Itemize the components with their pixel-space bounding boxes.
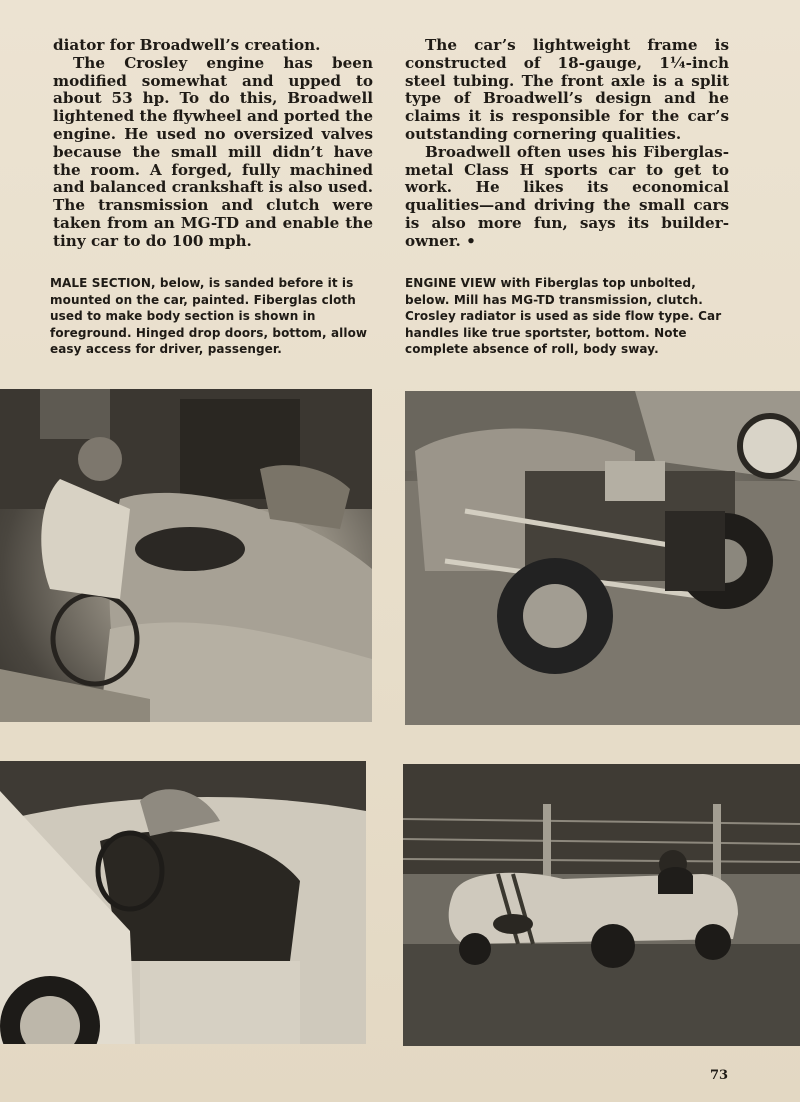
photo-drop-doors	[0, 761, 366, 1044]
article-column-left	[53, 37, 373, 251]
photo-sportster	[403, 764, 800, 1046]
photo-male-section-art	[0, 389, 372, 722]
page-number: 73	[710, 1068, 729, 1083]
article-paragraph: The car’s lightweight frame is constructed of 18-gauge, 1¼-inch steel tubing. The front axle is a split type of Broadwell’s design and he claims it is responsible for the car’s outstanding cornering qualities.	[405, 36, 729, 143]
article-paragraph: The Crosley engine has been modified somewhat and upped to about 53 hp. To do this, Broadwell lightened the flywheel and ported the engine. He used no oversized valves because the small mill didn’t have the room. A forged, fully machined and balanced crankshaft is also used. The transmission and clutch were taken from an MG-TD and enable the tiny car to do 100 mph.	[53, 53, 373, 250]
photo-male-section	[0, 389, 372, 722]
photo-engine-view	[405, 391, 800, 725]
photo-caption-right: ENGINE VIEW with Fiberglas top unbolted, below. Mill has MG-TD transmission, clutch. Crosley radiator is used as side flow type. Car handles like true sportster, bottom. Note complete absence of roll, body sway.	[405, 276, 722, 356]
photo-sportster-art	[403, 764, 800, 1046]
article-column-right	[405, 37, 729, 251]
photo-engine-view-art	[405, 391, 800, 725]
photo-drop-doors-art	[0, 761, 366, 1044]
article-paragraph: Broadwell often uses his Fiberglas-metal Class H sports car to get to work. He likes its economical qualities—and driving the small cars is also more fun, says its builder-owner. •	[405, 142, 729, 250]
article-paragraph: diator for Broadwell’s creation.	[53, 36, 321, 54]
photo-caption-left: MALE SECTION, below, is sanded before it is mounted on the car, painted. Fiberglas cloth used to make body section is shown in foreground. Hinged drop doors, bottom, allow easy access for driver, passenger.	[50, 276, 368, 356]
